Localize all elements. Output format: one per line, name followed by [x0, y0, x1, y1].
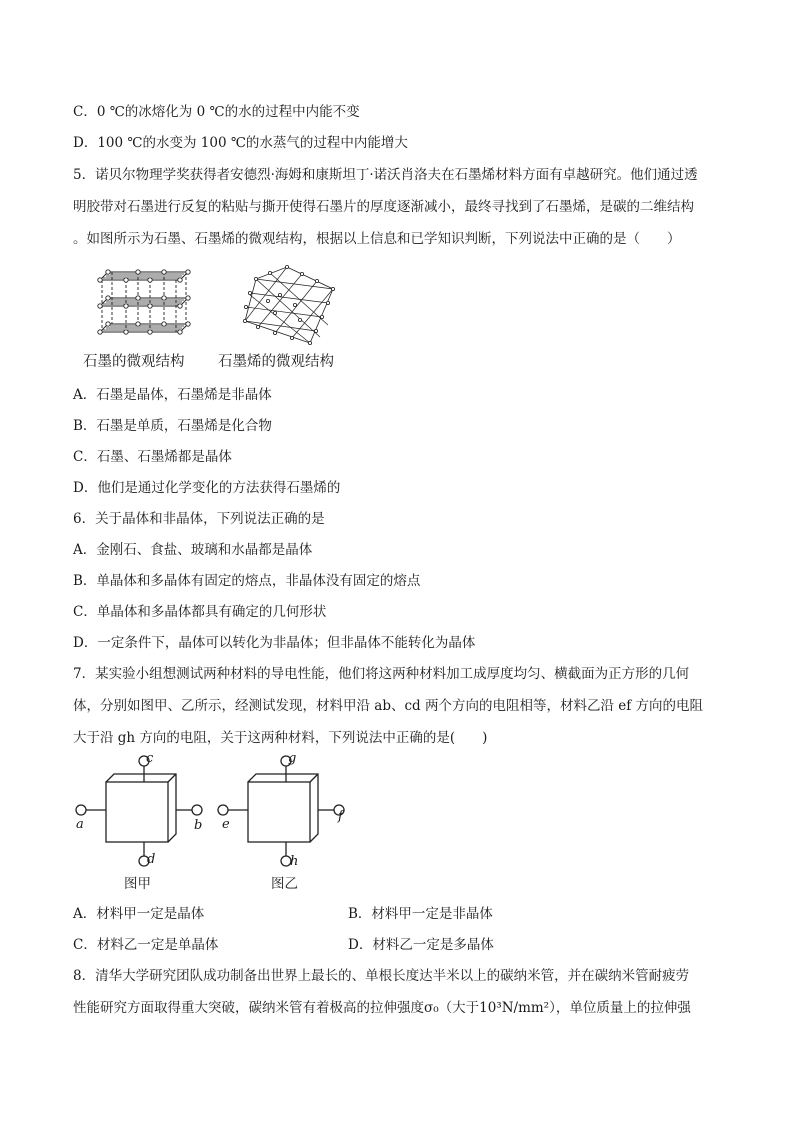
question-7-line-1: 7．某实验小组想测试两种材料的导电性能，他们将这两种材料加工成厚度均匀、横截面为正方形的几何: [73, 666, 690, 682]
label-c: c: [146, 751, 154, 766]
option-a-q7: A．材料甲一定是晶体: [73, 906, 205, 922]
label-a: a: [76, 817, 84, 832]
question-8-line-1: 8．清华大学研究团队成功制备出世界上最长的、单根长度达半米以上的碳纳米管，并在碳纳米管耐疲劳: [73, 968, 690, 984]
question-7-line-3: 大于沿 gh 方向的电阻，关于这两种材料，下列说法中正确的是( ): [73, 730, 488, 746]
question-7-line-2: 体，分别如图甲、乙所示，经测试发现，材料甲沿 ab、cd 两个方向的电阻相等，材料乙沿 ef 方向的电阻: [73, 698, 704, 714]
graphene-caption: 石墨烯的微观结构: [218, 354, 334, 370]
option-d-q6: D．一定条件下，晶体可以转化为非晶体；但非晶体不能转化为晶体: [73, 635, 476, 651]
option-d-q7: D．材料乙一定是多晶体: [348, 937, 494, 953]
graphene-structure-figure: [240, 265, 335, 345]
figure-b-caption: 图乙: [271, 876, 298, 892]
question-6: 6．关于晶体和非晶体，下列说法正确的是: [73, 511, 325, 527]
option-c-q7: C．材料乙一定是单晶体: [73, 937, 219, 953]
option-c-q5: C．石墨、石墨烯都是晶体: [73, 449, 232, 465]
label-b: b: [194, 818, 203, 833]
option-b-q7: B．材料甲一定是非晶体: [348, 906, 493, 922]
option-c-q4: C．0 ℃的冰熔化为 0 ℃的水的过程中内能不变: [73, 104, 360, 120]
graphite-structure-figure: [88, 262, 208, 342]
figure-a-caption: 图甲: [124, 876, 151, 892]
label-g: g: [288, 751, 297, 766]
material-b-figure: [214, 752, 354, 872]
option-c-q6: C．单晶体和多晶体都具有确定的几何形状: [73, 604, 327, 620]
material-a-figure: [72, 752, 212, 872]
question-5-line-3: 。如图所示为石墨、石墨烯的微观结构，根据以上信息和已学知识判断，下列说法中正确的是（ ）: [73, 231, 681, 247]
option-d-q4: D．100 ℃的水变为 100 ℃的水蒸气的过程中内能增大: [73, 135, 408, 151]
option-d-q5: D．他们是通过化学变化的方法获得石墨烯的: [73, 480, 341, 496]
label-e: e: [222, 817, 230, 832]
option-a-q5: A．石墨是晶体，石墨烯是非晶体: [73, 387, 272, 403]
option-b-q5: B．石墨是单质，石墨烯是化合物: [73, 418, 272, 434]
option-a-q6: A．金刚石、食盐、玻璃和水晶都是晶体: [73, 542, 313, 558]
label-h: h: [290, 854, 299, 869]
question-5-line-2: 明胶带对石墨进行反复的粘贴与撕开使得石墨片的厚度逐渐减小，最终寻找到了石墨烯，是碳的二维结构: [73, 199, 694, 215]
graphite-caption: 石墨的微观结构: [83, 354, 185, 370]
question-8-line-2: 性能研究方面取得重大突破，碳纳米管有着极高的拉伸强度σ₀（大于10³N/mm²），单位质量上的拉伸强: [73, 1000, 691, 1016]
label-f: f: [338, 809, 343, 824]
option-b-q6: B．单晶体和多晶体有固定的熔点，非晶体没有固定的熔点: [73, 573, 421, 589]
question-5-line-1: 5．诺贝尔物理学奖获得者安德烈·海姆和康斯坦丁·诺沃肖洛夫在石墨烯材料方面有卓越研究。他们通过透: [73, 167, 698, 183]
label-d: d: [147, 852, 156, 867]
